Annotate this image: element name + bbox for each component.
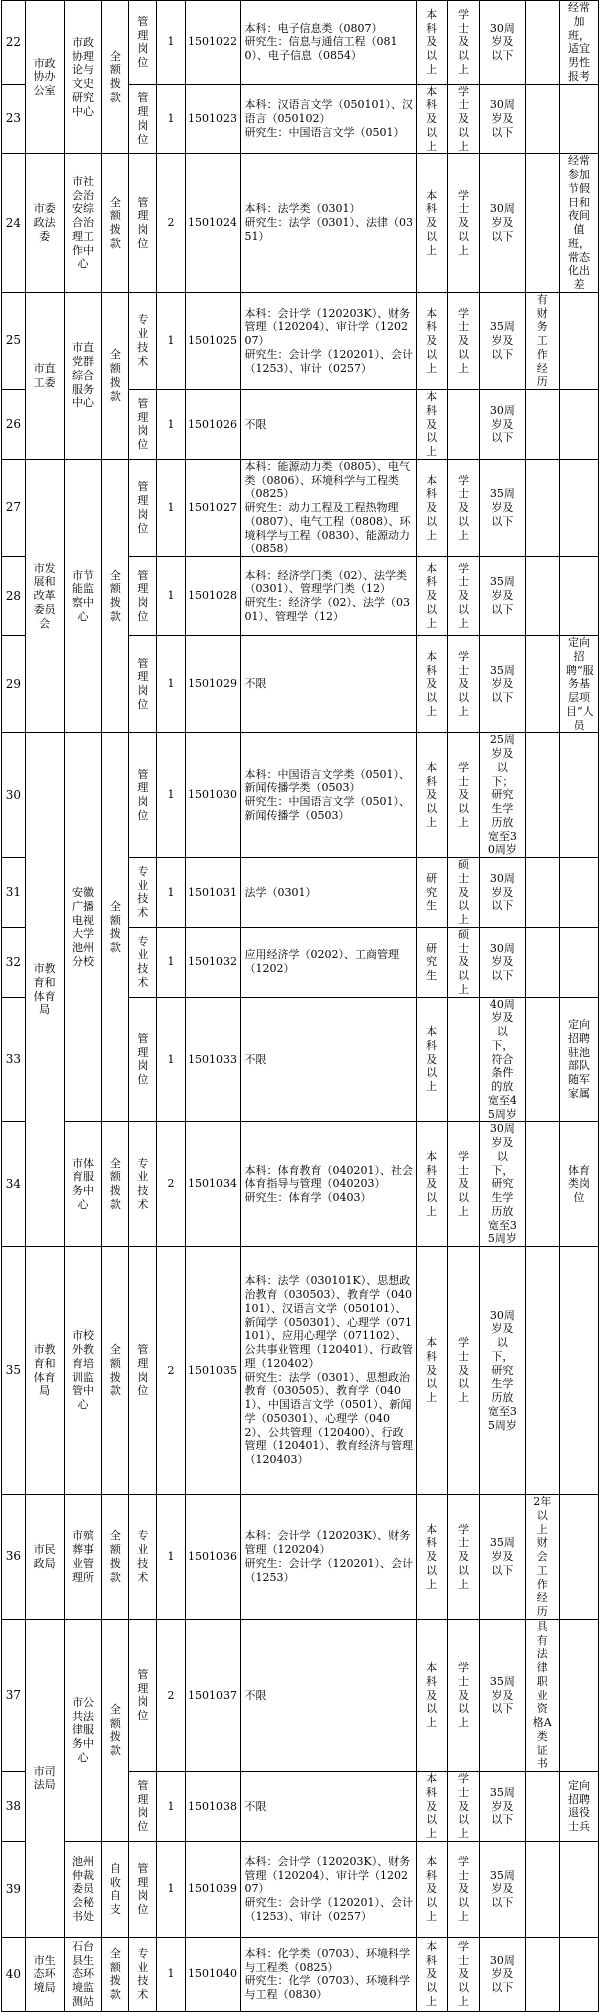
education-cell: 本科及以上 (416, 1841, 447, 1937)
unit-cell: 池州仲裁委员会秘书处 (64, 1841, 102, 1937)
funding-cell: 自收自支 (102, 1841, 129, 1937)
major-requirement-cell: 本科：化学类（0703）、环境科学与工程类（0825） 研究生：化学（0703）、环境科学与工程（0830） (240, 1937, 416, 2011)
row-number: 34 (2, 1122, 26, 1247)
unit-cell: 安徽广播电视大学池州分校 (64, 733, 102, 1122)
post-code-cell: 1501023 (185, 84, 240, 154)
remark-cell: 定向招聘“服务基层项目”人员 (560, 636, 599, 733)
remark-cell (560, 557, 599, 636)
post-code-cell: 1501034 (185, 1122, 240, 1247)
age-cell: 30周岁及以下，研究生学历放宽至35周岁 (480, 1122, 525, 1247)
table-row (2, 1495, 599, 1620)
major-requirement-cell: 本科：经济学门类（02）、法学类（0301）、管理学门类（12） 研究生：经济学（02）、法学（0301）、管理学（12） (240, 557, 416, 636)
remark-cell (560, 927, 599, 997)
degree-cell: 硕士及以上 (447, 858, 479, 928)
remark-cell (560, 292, 599, 389)
table-row (2, 154, 599, 293)
other-requirement-cell: 有财务工作经历 (525, 292, 560, 389)
age-cell: 30周岁及以下 (480, 927, 525, 997)
post-code-cell: 1501033 (185, 997, 240, 1122)
age-cell: 30周岁及以下，研究生学历放宽至35周岁 (480, 1247, 525, 1495)
funding-cell: 全额拨款 (102, 1247, 129, 1495)
major-requirement-cell: 不限 (240, 1772, 416, 1842)
row-number: 27 (2, 459, 26, 556)
education-cell: 本科及以上 (416, 1937, 447, 2011)
post-type-cell: 专业技术 (129, 1122, 157, 1247)
age-cell: 25周岁及以下；研究生学历放宽至30周岁 (480, 733, 525, 858)
post-count-cell: 1 (157, 84, 185, 154)
post-type-cell: 专业技术 (129, 292, 157, 389)
major-requirement-cell: 本科：汉语言文学（050101）、汉语言（050102） 研究生：中国语言文学（0501） (240, 84, 416, 154)
degree-cell (447, 997, 479, 1122)
degree-cell (447, 390, 479, 460)
post-code-cell: 1501028 (185, 557, 240, 636)
post-code-cell: 1501032 (185, 927, 240, 997)
other-requirement-cell (525, 1937, 560, 2011)
post-type-cell: 管理岗位 (129, 733, 157, 858)
remark-cell (560, 459, 599, 556)
major-requirement-cell: 本科：会计学（120203K）、财务管理（120204）、审计学（120207） 研究生：会计学（120201）、会计（1253）、审计（0257） (240, 1841, 416, 1937)
post-type-cell: 管理岗位 (129, 84, 157, 154)
other-requirement-cell (525, 636, 560, 733)
department-cell: 市直工委 (25, 292, 64, 459)
other-requirement-cell (525, 390, 560, 460)
department-cell: 市教育和体育局 (25, 1247, 64, 1495)
table-row (2, 459, 599, 556)
post-count-cell: 1 (157, 390, 185, 460)
education-cell: 本科及以上 (416, 84, 447, 154)
degree-cell: 学士及以上 (447, 636, 479, 733)
remark-cell: 定向招聘驻池部队随军家属 (560, 997, 599, 1122)
other-requirement-cell (525, 927, 560, 997)
post-count-cell: 2 (157, 154, 185, 293)
age-cell: 35周岁及以下 (480, 1619, 525, 1771)
other-requirement-cell: 具有法律职业资格A类证书 (525, 1619, 560, 1771)
major-requirement-cell: 本科：会计学（120203K）、财务管理（120204）、审计学（120207） 研究生：会计学（120201）、会计（1253）、审计（0257） (240, 292, 416, 389)
post-count-cell: 1 (157, 1, 185, 85)
unit-cell: 市公共法律服务中心 (64, 1619, 102, 1841)
department-cell: 市委政法委 (25, 154, 64, 293)
education-cell: 研究生 (416, 858, 447, 928)
major-requirement-cell: 本科：电子信息类（0807） 研究生：信息与通信工程（0810）、电子信息（0854） (240, 1, 416, 85)
major-requirement-cell: 本科：体育教育（040201）、社会体育指导与管理（040203） 研究生：体育学（0403） (240, 1122, 416, 1247)
education-cell: 本科及以上 (416, 733, 447, 858)
post-type-cell: 专业技术 (129, 1495, 157, 1620)
education-cell: 研究生 (416, 927, 447, 997)
remark-cell (560, 1841, 599, 1937)
row-number: 40 (2, 1937, 26, 2011)
age-cell: 35周岁及以下 (480, 557, 525, 636)
remark-cell (560, 390, 599, 460)
other-requirement-cell (525, 733, 560, 858)
post-code-cell: 1501029 (185, 636, 240, 733)
table-row (2, 1122, 599, 1247)
other-requirement-cell (525, 459, 560, 556)
post-code-cell: 1501024 (185, 154, 240, 293)
row-number: 24 (2, 154, 26, 293)
education-cell: 本科及以上 (416, 1122, 447, 1247)
table-row (2, 1247, 599, 1495)
post-code-cell: 1501040 (185, 1937, 240, 2011)
funding-cell: 全额拨款 (102, 1937, 129, 2011)
funding-cell: 全额拨款 (102, 1619, 129, 1841)
table-row (2, 1, 599, 85)
department-cell: 市民政局 (25, 1495, 64, 1620)
unit-cell: 市节能监察中心 (64, 459, 102, 733)
row-number: 22 (2, 1, 26, 85)
row-number: 37 (2, 1619, 26, 1771)
department-cell: 市发展和改革委员会 (25, 459, 64, 733)
degree-cell: 学士及以上 (447, 292, 479, 389)
row-number: 36 (2, 1495, 26, 1620)
remark-cell: 经常参加节假日和夜间值班，常态化出差 (560, 154, 599, 293)
post-type-cell: 管理岗位 (129, 1772, 157, 1842)
post-code-cell: 1501039 (185, 1841, 240, 1937)
post-type-cell: 管理岗位 (129, 997, 157, 1122)
post-type-cell: 管理岗位 (129, 1841, 157, 1937)
funding-cell: 全额拨款 (102, 1, 129, 154)
post-type-cell: 管理岗位 (129, 1619, 157, 1771)
other-requirement-cell (525, 84, 560, 154)
age-cell: 30周岁及以下 (480, 390, 525, 460)
post-type-cell: 专业技术 (129, 927, 157, 997)
education-cell: 本科及以上 (416, 292, 447, 389)
major-requirement-cell: 法学（0301） (240, 858, 416, 928)
row-number: 32 (2, 927, 26, 997)
table-row (2, 1937, 599, 2011)
post-code-cell: 1501030 (185, 733, 240, 858)
post-count-cell: 1 (157, 459, 185, 556)
age-cell: 35周岁及以下 (480, 1495, 525, 1620)
funding-cell: 全额拨款 (102, 1122, 129, 1247)
row-number: 28 (2, 557, 26, 636)
major-requirement-cell: 不限 (240, 997, 416, 1122)
post-type-cell: 管理岗位 (129, 557, 157, 636)
department-cell: 市生态环境局 (25, 1937, 64, 2011)
major-requirement-cell: 本科：法学类（0301） 研究生：法学（0301）、法律（0351） (240, 154, 416, 293)
degree-cell: 硕士及以上 (447, 927, 479, 997)
age-cell: 35周岁及以下 (480, 636, 525, 733)
other-requirement-cell (525, 1122, 560, 1247)
education-cell: 本科及以上 (416, 557, 447, 636)
major-requirement-cell: 本科：会计学（120203K）、财务管理（120204） 研究生：会计学（120201）、会计（1253） (240, 1495, 416, 1620)
degree-cell: 学士及以上 (447, 1619, 479, 1771)
unit-cell: 石台县生态环境监测站 (64, 1937, 102, 2011)
age-cell: 35周岁及以下 (480, 459, 525, 556)
major-requirement-cell: 本科：中国语言文学类（0501）、新闻传播学类（0503） 研究生：中国语言文学（0501）、新闻传播学（0503） (240, 733, 416, 858)
remark-cell (560, 858, 599, 928)
degree-cell: 学士及以上 (447, 459, 479, 556)
post-count-cell: 1 (157, 292, 185, 389)
post-code-cell: 1501038 (185, 1772, 240, 1842)
post-count-cell: 1 (157, 858, 185, 928)
row-number: 23 (2, 84, 26, 154)
department-cell: 市司法局 (25, 1619, 64, 1937)
other-requirement-cell (525, 557, 560, 636)
degree-cell: 学士及以上 (447, 1, 479, 85)
other-requirement-cell (525, 1841, 560, 1937)
other-requirement-cell (525, 1, 560, 85)
education-cell: 本科及以上 (416, 154, 447, 293)
row-number: 33 (2, 997, 26, 1122)
age-cell: 40周岁及以下，符合条件的放宽至45周岁 (480, 997, 525, 1122)
remark-cell (560, 84, 599, 154)
education-cell: 本科及以上 (416, 390, 447, 460)
education-cell: 本科及以上 (416, 1772, 447, 1842)
post-count-cell: 1 (157, 927, 185, 997)
post-code-cell: 1501025 (185, 292, 240, 389)
post-code-cell: 1501026 (185, 390, 240, 460)
post-count-cell: 2 (157, 1247, 185, 1495)
education-cell: 本科及以上 (416, 459, 447, 556)
degree-cell: 学士及以上 (447, 1247, 479, 1495)
post-code-cell: 1501036 (185, 1495, 240, 1620)
major-requirement-cell: 不限 (240, 390, 416, 460)
education-cell: 本科及以上 (416, 997, 447, 1122)
education-cell: 本科及以上 (416, 636, 447, 733)
post-code-cell: 1501031 (185, 858, 240, 928)
age-cell: 30周岁及以下 (480, 154, 525, 293)
age-cell: 35周岁及以下 (480, 1772, 525, 1842)
post-count-cell: 1 (157, 1772, 185, 1842)
age-cell: 35周岁及以下 (480, 1841, 525, 1937)
degree-cell: 学士及以上 (447, 557, 479, 636)
post-code-cell: 1501022 (185, 1, 240, 85)
post-code-cell: 1501027 (185, 459, 240, 556)
degree-cell: 学士及以上 (447, 733, 479, 858)
age-cell: 30周岁及以下 (480, 1937, 525, 2011)
funding-cell: 全额拨款 (102, 733, 129, 1122)
age-cell: 30周岁及以下 (480, 1, 525, 85)
degree-cell: 学士及以上 (447, 1122, 479, 1247)
age-cell: 35周岁及以下 (480, 292, 525, 389)
funding-cell: 全额拨款 (102, 154, 129, 293)
remark-cell: 体育类岗位 (560, 1122, 599, 1247)
post-count-cell: 1 (157, 1937, 185, 2011)
row-number: 35 (2, 1247, 26, 1495)
other-requirement-cell (525, 154, 560, 293)
post-count-cell: 1 (157, 1841, 185, 1937)
remark-cell (560, 1495, 599, 1620)
age-cell: 30周岁及以下 (480, 858, 525, 928)
post-count-cell: 1 (157, 1495, 185, 1620)
row-number: 31 (2, 858, 26, 928)
other-requirement-cell: 2年以上财会工作经历 (525, 1495, 560, 1620)
degree-cell: 学士及以上 (447, 1772, 479, 1842)
education-cell: 本科及以上 (416, 1247, 447, 1495)
post-type-cell: 管理岗位 (129, 459, 157, 556)
education-cell: 本科及以上 (416, 1619, 447, 1771)
remark-cell (560, 1619, 599, 1771)
other-requirement-cell (525, 1772, 560, 1842)
age-cell: 30周岁及以下 (480, 84, 525, 154)
major-requirement-cell: 不限 (240, 636, 416, 733)
major-requirement-cell: 不限 (240, 1619, 416, 1771)
remark-cell (560, 1937, 599, 2011)
other-requirement-cell (525, 997, 560, 1122)
row-number: 38 (2, 1772, 26, 1842)
department-cell: 市教育和体育局 (25, 733, 64, 1247)
unit-cell: 市校外教育培训监管中心 (64, 1247, 102, 1495)
row-number: 25 (2, 292, 26, 389)
degree-cell: 学士及以上 (447, 154, 479, 293)
post-type-cell: 管理岗位 (129, 636, 157, 733)
funding-cell: 全额拨款 (102, 292, 129, 459)
table-row (2, 1841, 599, 1937)
degree-cell: 学士及以上 (447, 1495, 479, 1620)
post-count-cell: 1 (157, 997, 185, 1122)
funding-cell: 全额拨款 (102, 459, 129, 733)
table-row (2, 1619, 599, 1771)
major-requirement-cell: 应用经济学（0202）、工商管理（1202） (240, 927, 416, 997)
row-number: 39 (2, 1841, 26, 1937)
post-type-cell: 专业技术 (129, 858, 157, 928)
unit-cell: 市直党群综合服务中心 (64, 292, 102, 459)
unit-cell: 市体育服务中心 (64, 1122, 102, 1247)
unit-cell: 市社会治安综合治理工作中心 (64, 154, 102, 293)
row-number: 29 (2, 636, 26, 733)
post-type-cell: 管理岗位 (129, 390, 157, 460)
post-count-cell: 2 (157, 1619, 185, 1771)
other-requirement-cell (525, 858, 560, 928)
remark-cell: 经常加班，适宜男性报考 (560, 1, 599, 85)
post-type-cell: 管理岗位 (129, 1, 157, 85)
post-code-cell: 1501037 (185, 1619, 240, 1771)
post-count-cell: 1 (157, 733, 185, 858)
remark-cell: 定向招聘退役士兵 (560, 1772, 599, 1842)
unit-cell: 市殡葬事业管理所 (64, 1495, 102, 1620)
major-requirement-cell: 本科：法学（030101K）、思想政治教育（030503）、教育学（040101）、汉语言文学（050101）、新闻学（050301）、心理学（071101）、应用心理学（071102）、公共事业管理（120401）、行政管理（120402） 研究生：法学（0301）、思想政治教育（030505）、教育学（0401）、中国语言文学（0501）、新闻学（050301）、心理学（0402）、公共管理（120400）、行政管理（120401）、教育经济与管理（120403） (240, 1247, 416, 1495)
degree-cell: 学士及以上 (447, 1937, 479, 2011)
post-count-cell: 1 (157, 557, 185, 636)
post-count-cell: 2 (157, 1122, 185, 1247)
other-requirement-cell (525, 1247, 560, 1495)
post-count-cell: 1 (157, 636, 185, 733)
post-type-cell: 管理岗位 (129, 1247, 157, 1495)
post-type-cell: 专业技术 (129, 1937, 157, 2011)
post-code-cell: 1501035 (185, 1247, 240, 1495)
funding-cell: 全额拨款 (102, 1495, 129, 1620)
table-row (2, 733, 599, 858)
degree-cell: 学士及以上 (447, 84, 479, 154)
remark-cell (560, 1247, 599, 1495)
table-row (2, 292, 599, 389)
degree-cell: 学士及以上 (447, 1841, 479, 1937)
education-cell: 本科及以上 (416, 1495, 447, 1620)
major-requirement-cell: 本科：能源动力类（0805）、电气类（0806）、环境科学与工程类（0825） 研究生：动力工程及工程热物理（0807）、电气工程（0808）、环境科学与工程（0830）、能源动力（0858） (240, 459, 416, 556)
unit-cell: 市政协理论与文史研究中心 (64, 1, 102, 154)
recruitment-table (1, 0, 599, 2012)
department-cell: 市政协办公室 (25, 1, 64, 154)
row-number: 26 (2, 390, 26, 460)
post-type-cell: 管理岗位 (129, 154, 157, 293)
remark-cell (560, 733, 599, 858)
row-number: 30 (2, 733, 26, 858)
education-cell: 本科及以上 (416, 1, 447, 85)
